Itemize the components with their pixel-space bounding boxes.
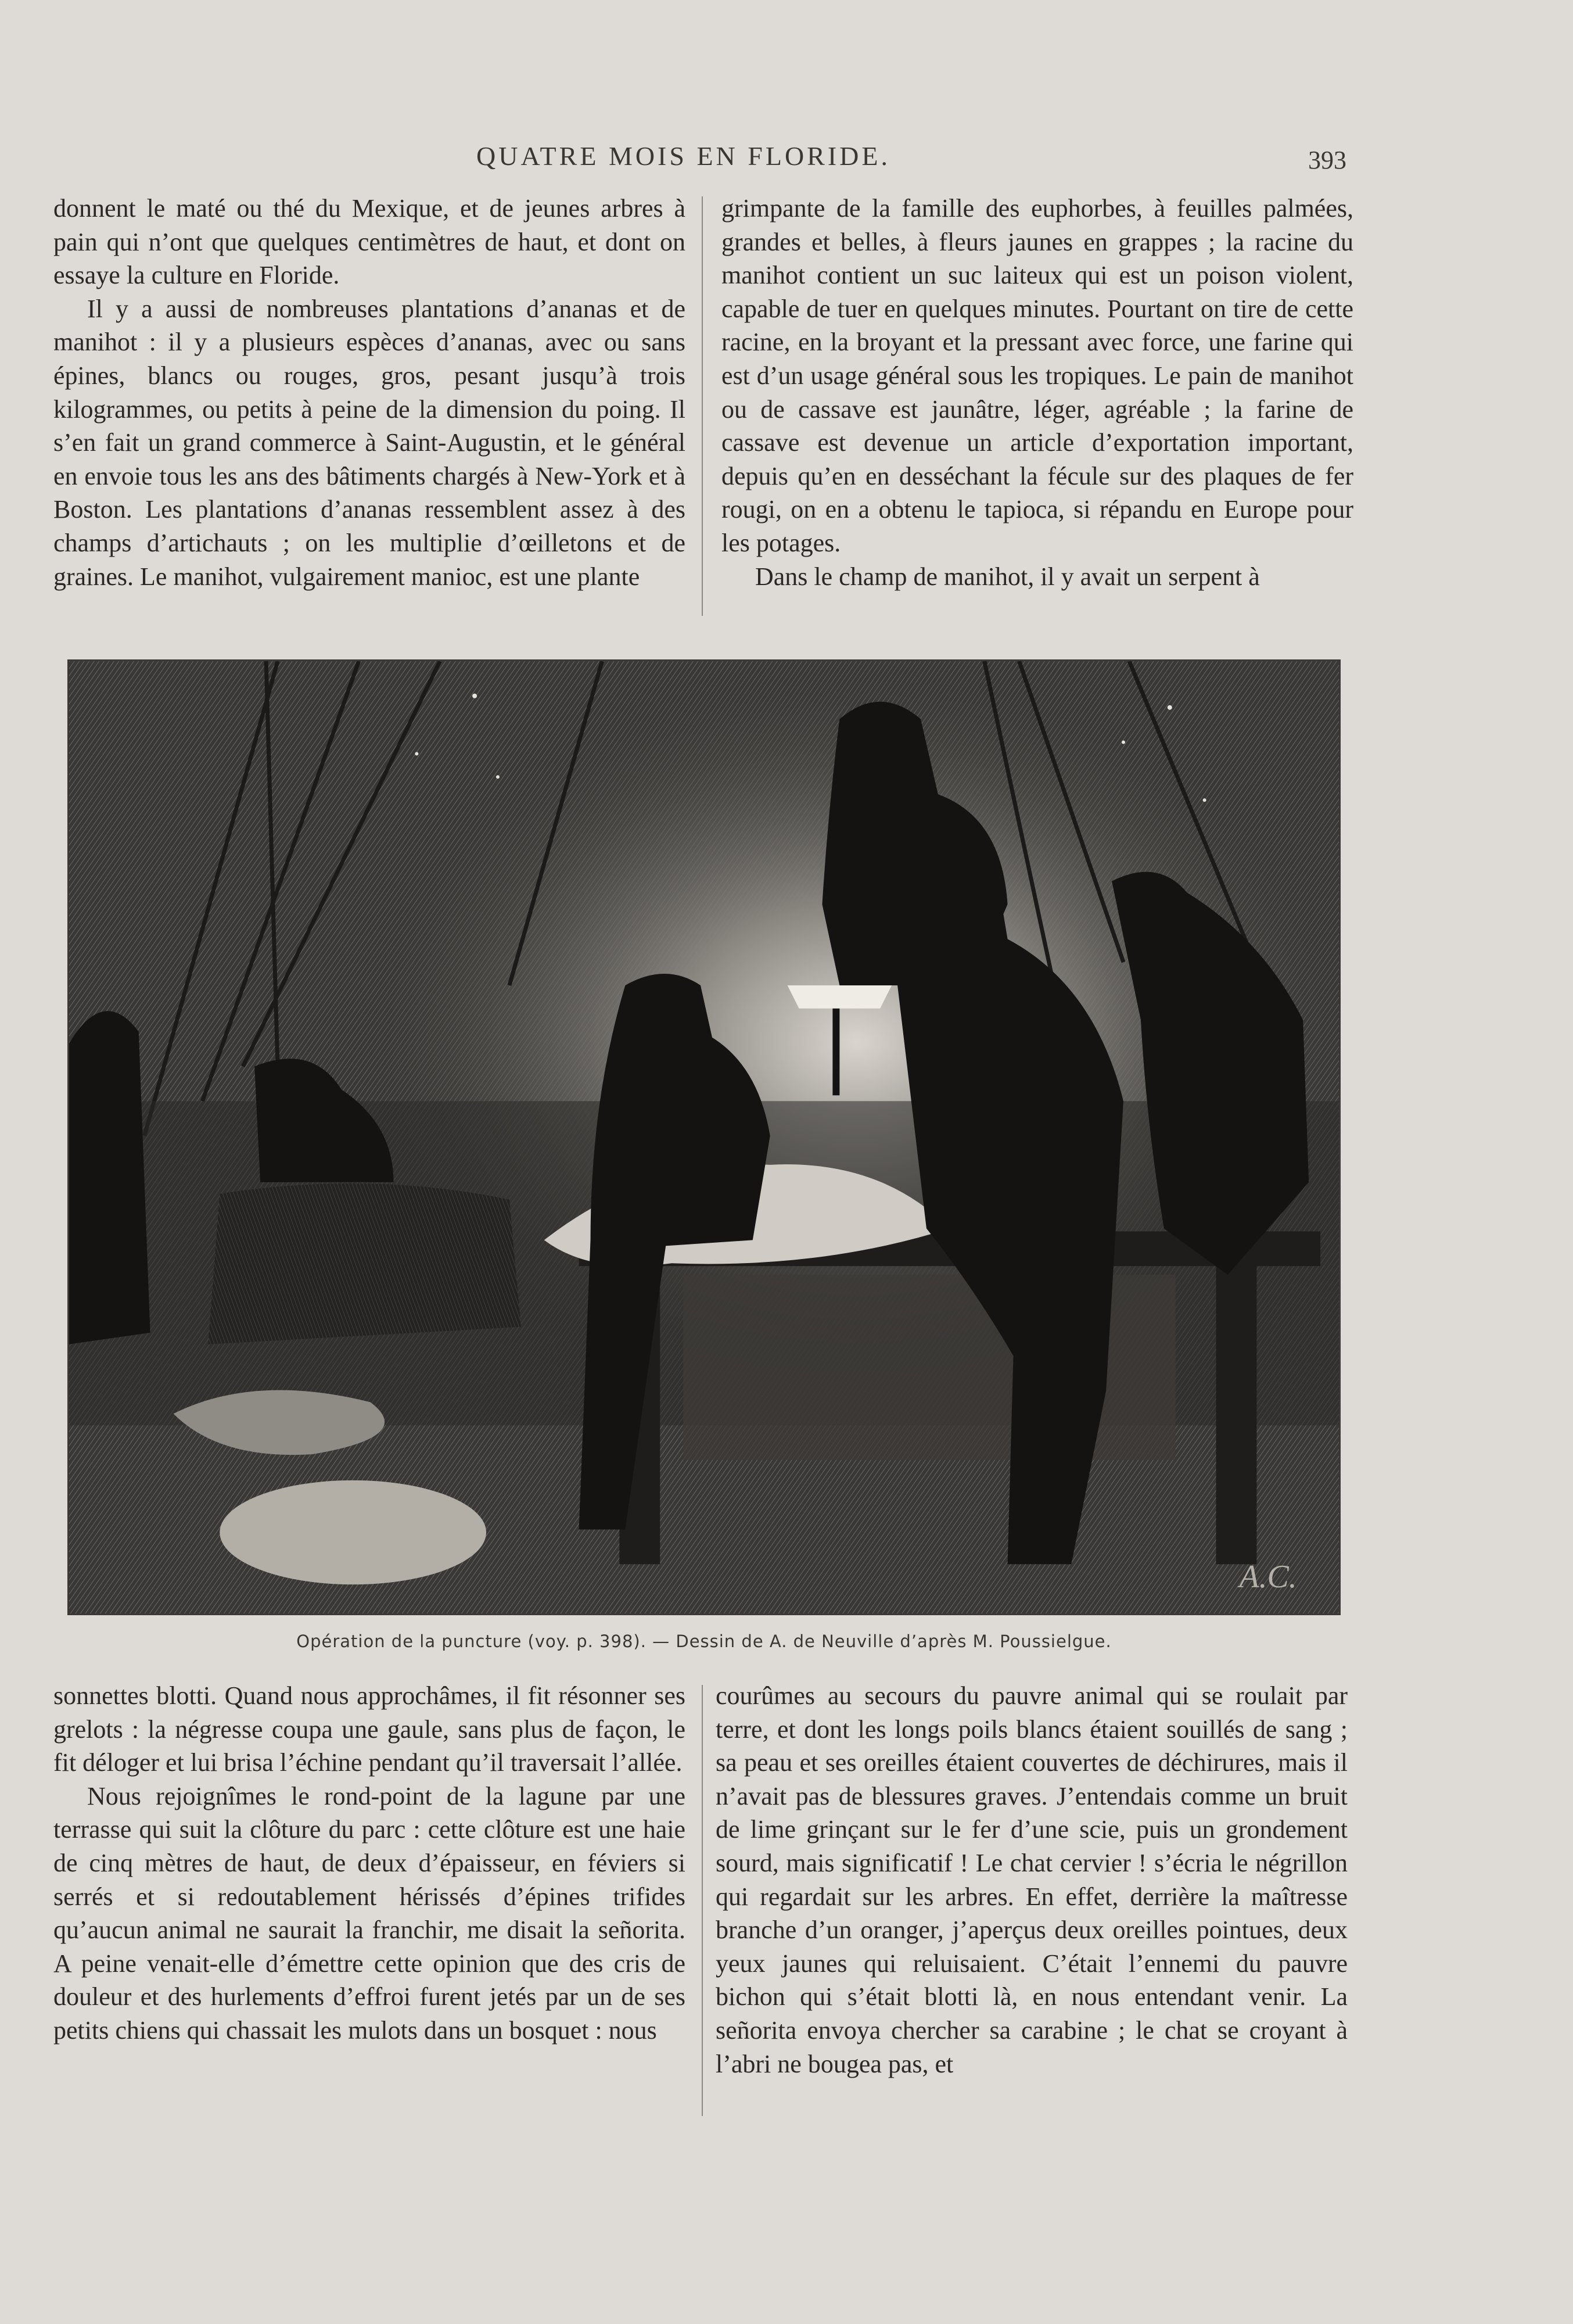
fish-on-deck [220, 1480, 486, 1584]
illustration-caption: Opération de la puncture (voy. p. 398). — Dessin de A. de Neuville d’après M. Poussielgue. [296, 1631, 1112, 1651]
paragraph: donnent le maté ou thé du Mexique, et de jeunes arbres à pain qui n’ont que quelques centimètres de haut, et dont on essaye la culture en Floride. [53, 194, 685, 290]
bottom-right-column [716, 1679, 1348, 2081]
tub [208, 1183, 521, 1344]
paragraph: Nous rejoignîmes le rond-point de la lagune par une terrasse qui suit la clôture du parc : cette clôture est une haie de cinq mètres de haut, de deux d’épaisseur, en féviers si serrés et si redoutablement hérissés d’épines trifides qu’aucun animal ne saurait la franchir, me disait la señorita. A peine venait-elle d’émettre cette opinion que des cris de douleur et des hurlements d’effroi furent jetés par un de ses petits chiens qui chassait les mulots dans un bosquet : nous [53, 1781, 685, 2045]
paragraph: Il y a aussi de nombreuses plantations d’ananas et de manihot : il y a plusieurs espèces d’ananas, avec ou sans épines, blancs ou rouges, gros, pesant jusqu’à trois kilogrammes, ou petits à peine de la dimension du poing. Il s’en fait un grand commerce à Saint-Augustin, et le général en envoie tous les ans des bâtiments chargés à New-York et à Boston. Les plantations d’ananas ressemblent assez à des champs d’artichauts ; on les multiplie d’œilletons et de graines. Le manihot, vulgairement manioc, est une plante [53, 294, 685, 591]
engraving-illustration [67, 659, 1341, 1615]
top-right-column [721, 192, 1353, 593]
lamp [788, 985, 892, 1009]
top-left-column [53, 192, 685, 593]
page-number: 393 [1308, 146, 1346, 174]
bottom-left-column [53, 1679, 685, 2047]
paragraph: Dans le champ de manihot, il y avait un serpent à [755, 562, 1260, 591]
column-rule [702, 196, 703, 616]
ship-deck-engraving [69, 661, 1339, 1613]
engraver-signature: A.C. [1239, 1559, 1297, 1595]
paragraph: sonnettes blotti. Quand nous approchâmes, il fit résonner ses grelots : la négresse coupa une gaule, sans plus de façon, le fit déloger et lui brisa l’échine pendant qu’il traversait l’allée. [53, 1681, 685, 1777]
paragraph: grimpante de la famille des euphorbes, à feuilles palmées, grandes et belles, à fleurs jaunes en grappes ; la racine du manihot contient un suc laiteux qui est un poison violent, capable de tuer en quelques minutes. Pourtant on tire de cette racine, en la broyant et la pressant avec force, une farine qui est d’un usage général sous les tropiques. Le pain de manihot ou de cassave est jaunâtre, léger, agréable ; la farine de cassave est devenue un article d’exportation important, depuis qu’en en desséchant la fécule sur des plaques de fer rougi, on en a obtenu le tapioca, si répandu en Europe pour les potages. [721, 194, 1353, 557]
paragraph: courûmes au secours du pauvre animal qui se roulait par terre, et dont les longs poils blancs étaient souillés de sang ; sa peau et ses oreilles étaient couvertes de déchirures, mais il n’avait pas de blessures graves. J’entendais comme un bruit de lime grinçant sur le fer d’une scie, puis un grondement sourd, mais significatif ! Le chat cervier ! s’écria le négrillon qui regardait sur les arbres. En effet, derrière la maîtresse branche d’un oranger, j’aperçus deux oreilles pointues, deux yeux jaunes qui reluisaient. C’était l’ennemi du pauvre bichon qui s’était blotti là, en nous entendant venir. La señorita envoya chercher sa carabine ; le chat se croyant à l’abri ne bougea pas, et [716, 1681, 1348, 2078]
running-title: QUATRE MOIS EN FLORIDE. [476, 141, 890, 171]
column-rule [702, 1685, 703, 2116]
